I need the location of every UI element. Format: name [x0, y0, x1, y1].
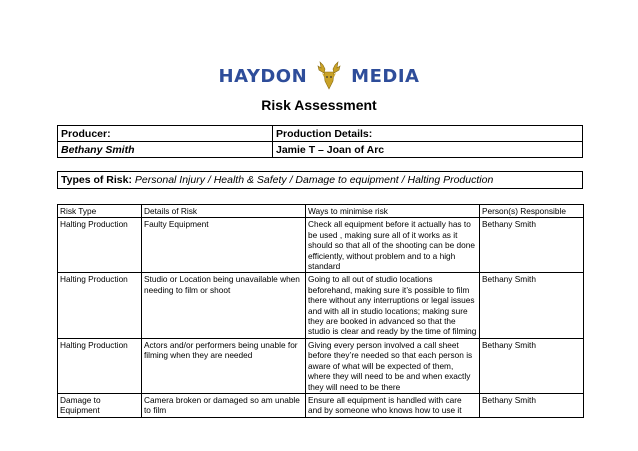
- risk-types-label: Types of Risk:: [61, 174, 132, 186]
- risk-minimise-cell: Going to all out of studio locations beforehand, making sure it’s possible to film there without any interruptions or legal issues and with all in studio locations; making sure they are booked in advanced so that the studio is clear and ready by the time of filming: [306, 273, 480, 338]
- table-row: [58, 393, 584, 417]
- risk-type-cell: Halting Production: [58, 218, 142, 273]
- risk-types-table: [57, 171, 583, 189]
- risk-minimise-cell: Ensure all equipment is handled with care and by someone who knows how to use it: [306, 393, 480, 417]
- company-logo: [0, 58, 638, 94]
- info-label-row: [58, 126, 583, 142]
- risk-responsible-cell: Bethany Smith: [480, 338, 584, 393]
- risk-responsible-cell: Bethany Smith: [480, 273, 584, 338]
- risk-assessment-table: [57, 204, 584, 418]
- risk-minimise-cell: Check all equipment before it actually has to be used , making sure all of it works as it should so that all of the shooting can be done efficiently, without problem and to a high standard: [306, 218, 480, 273]
- risk-details-cell: Camera broken or damaged so am unable to film: [142, 393, 306, 417]
- production-details-label: Production Details:: [273, 126, 583, 142]
- risk-type-cell: Halting Production: [58, 273, 142, 338]
- logo-right-word: MEDIA: [351, 65, 420, 87]
- risk-types-value: Personal Injury / Health & Safety / Damage to equipment / Halting Production: [134, 174, 494, 186]
- risk-responsible-cell: Bethany Smith: [480, 218, 584, 273]
- risk-type-cell: Damage to Equipment: [58, 393, 142, 417]
- risk-responsible-cell: Bethany Smith: [480, 393, 584, 417]
- header-ways-to-minimise: Ways to minimise risk: [306, 205, 480, 218]
- risk-table-header-row: [58, 205, 584, 218]
- stag-head-icon: [312, 59, 346, 93]
- producer-label: Producer:: [58, 126, 273, 142]
- risk-details-cell: Faulty Equipment: [142, 218, 306, 273]
- header-risk-type: Risk Type: [58, 205, 142, 218]
- header-details-of-risk: Details of Risk: [142, 205, 306, 218]
- risk-types-cell: [58, 172, 583, 189]
- producer-value: Bethany Smith: [58, 142, 273, 158]
- risk-details-cell: Actors and/or performers being unable for filming when they are needed: [142, 338, 306, 393]
- risk-type-cell: Halting Production: [58, 338, 142, 393]
- table-row: [58, 218, 584, 273]
- document-title: Risk Assessment: [261, 97, 377, 113]
- production-info-table: [57, 125, 583, 158]
- production-details-value: Jamie T – Joan of Arc: [273, 142, 583, 158]
- table-row: [58, 338, 584, 393]
- logo-left-word: HAYDON: [218, 65, 308, 87]
- risk-details-cell: Studio or Location being unavailable when needing to film or shoot: [142, 273, 306, 338]
- table-row: [58, 273, 584, 338]
- risk-minimise-cell: Giving every person involved a call sheet before they’re needed so that each person is aware of what will be expected of them, where they will need to be and when exactly they will need to be there: [306, 338, 480, 393]
- header-persons-responsible: Person(s) Responsible: [480, 205, 584, 218]
- info-value-row: [58, 142, 583, 158]
